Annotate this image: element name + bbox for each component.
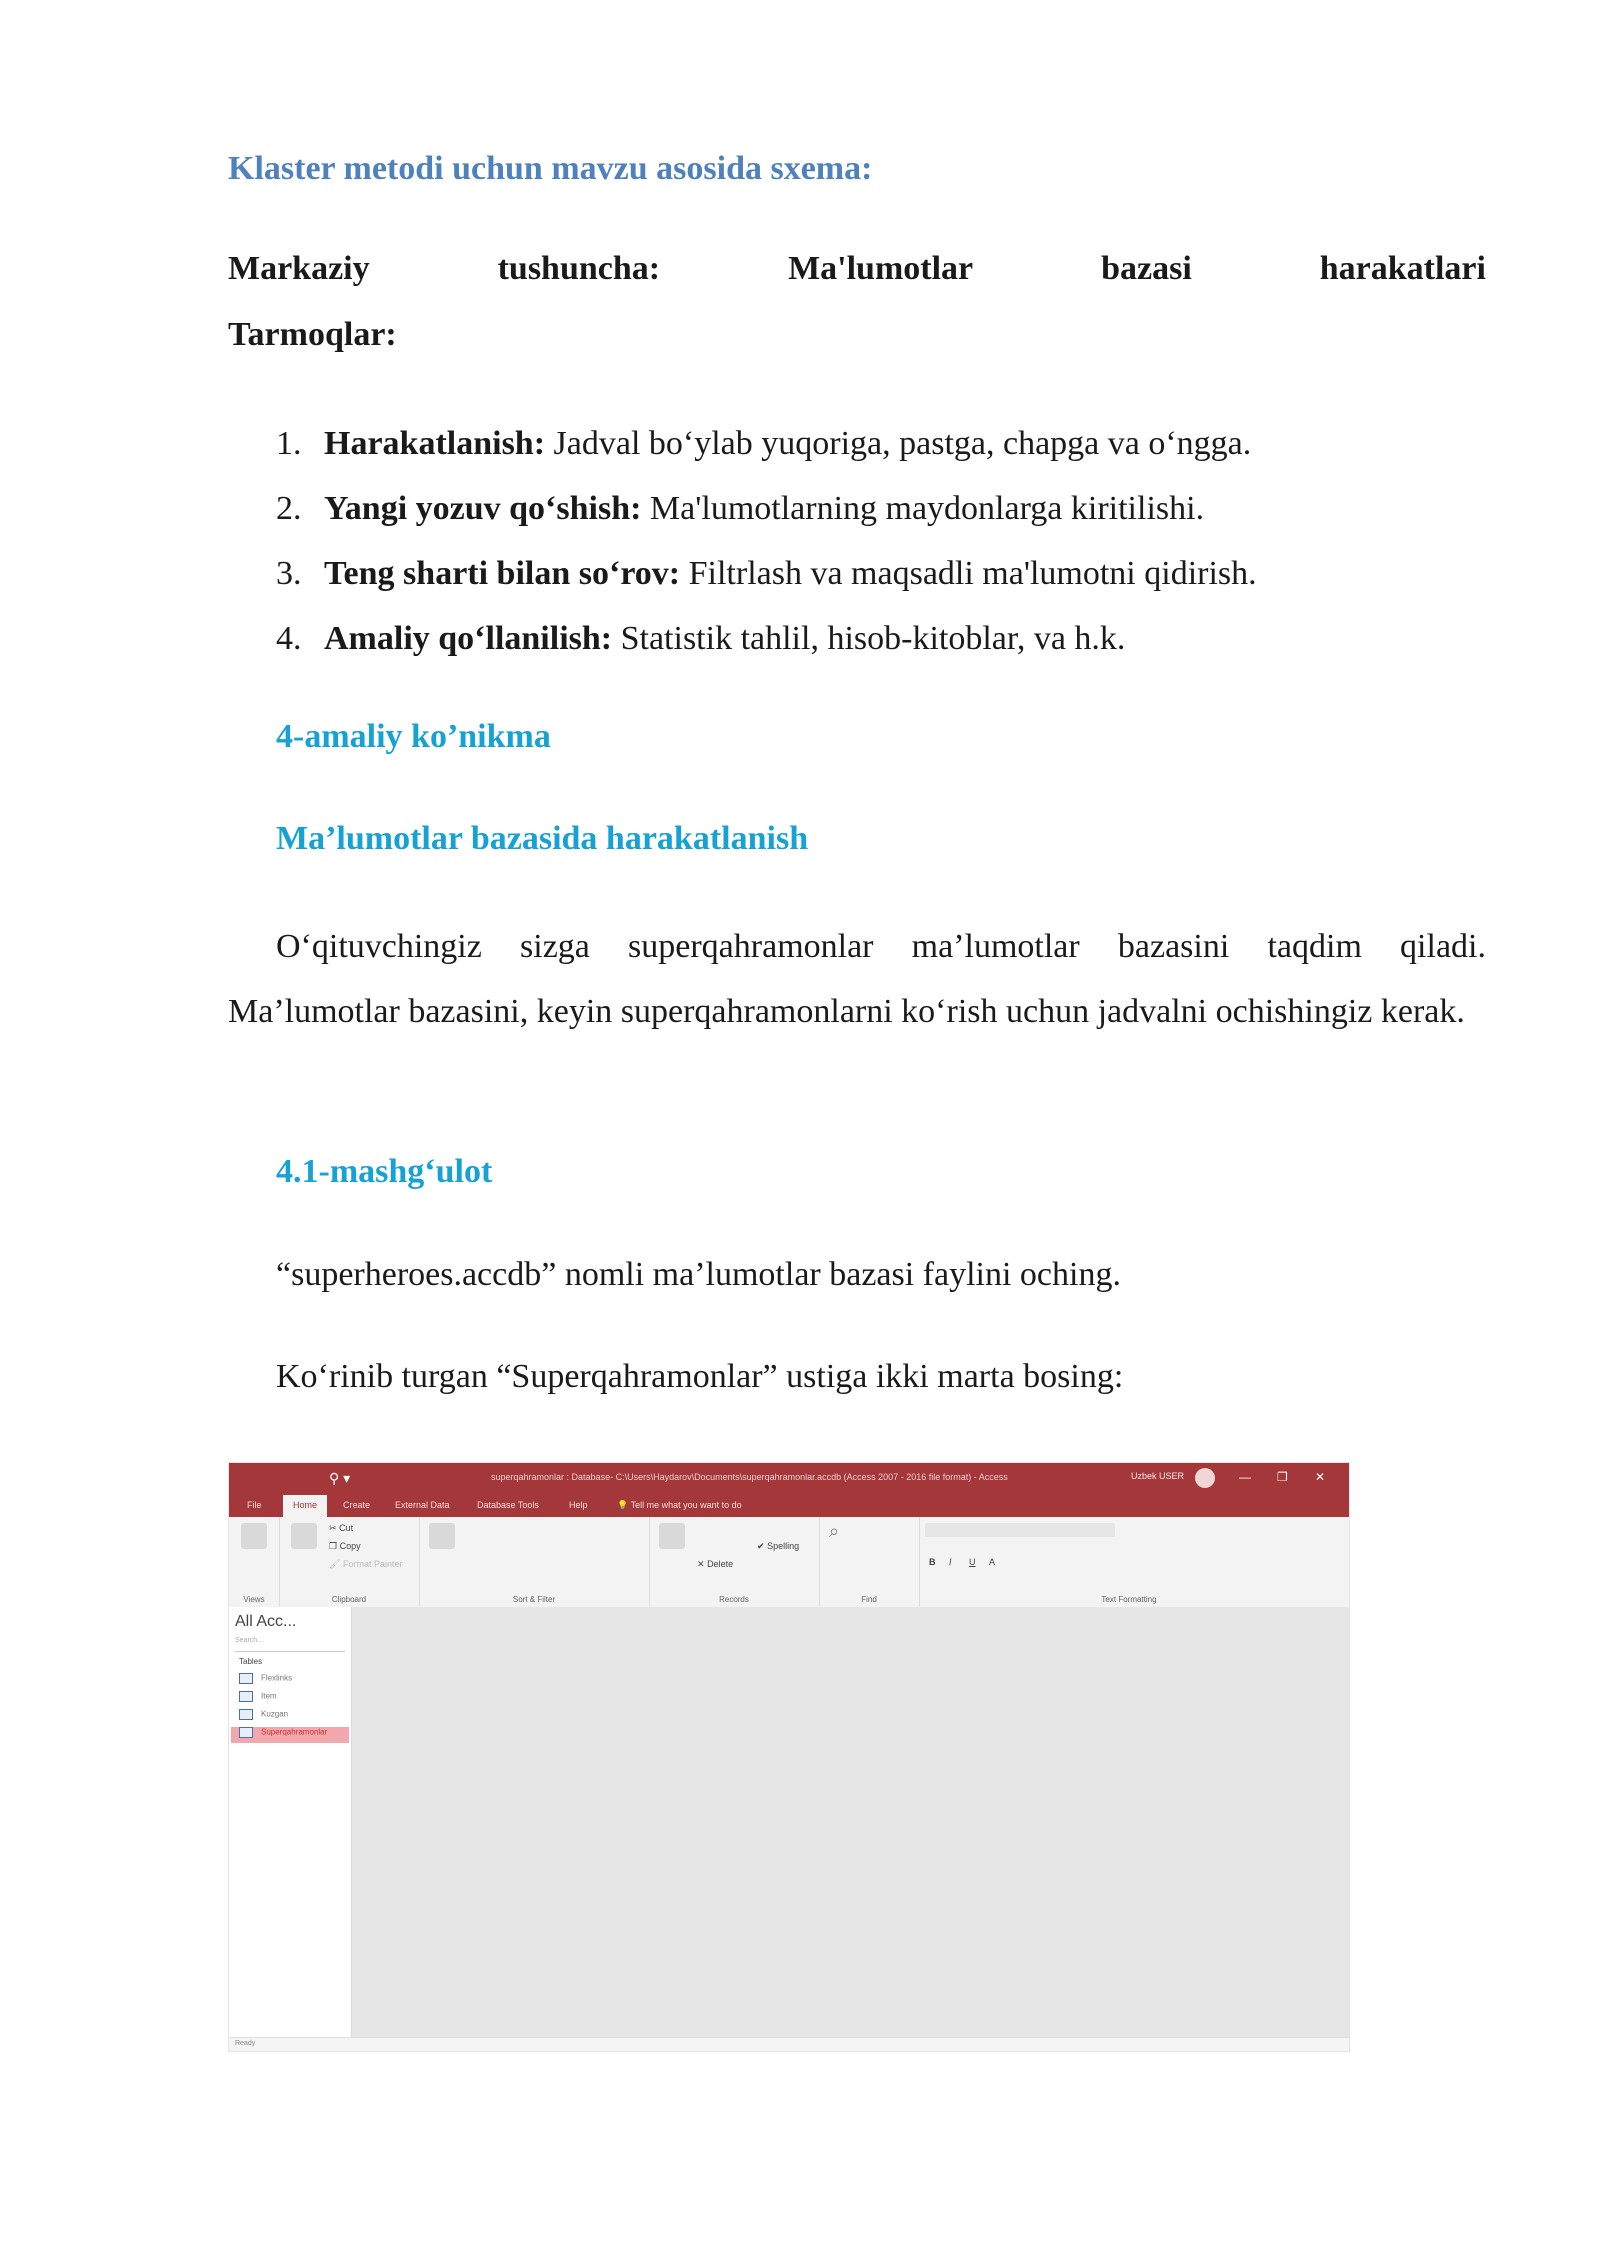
font-color-button[interactable]: A (989, 1557, 996, 1567)
scissors-icon: ✂ (329, 1523, 337, 1533)
bold-button[interactable]: B (929, 1557, 936, 1567)
tab-home[interactable]: Home (283, 1495, 327, 1517)
skill-title: 4-amaliy ko’nikma (276, 718, 551, 755)
list-item: 1. Harakatlanish: Jadval bo‘ylab yuqoriga, pastga, chapga va o‘ngga. (276, 425, 1252, 462)
central-word: tushuncha: (497, 250, 661, 287)
exercise-title: 4.1-mashg‘ulot (276, 1153, 493, 1190)
step-two: Ko‘rinib turgan “Superqahramonlar” ustiga ikki marta bosing: (276, 1358, 1124, 1395)
nav-table-item[interactable]: Item (239, 1691, 349, 1707)
cut-button[interactable]: ✂ Cut (329, 1523, 354, 1533)
tables-section[interactable]: Tables (239, 1657, 263, 1666)
status-bar: Ready (229, 2037, 1349, 2052)
navigation-pane (229, 1607, 352, 2037)
minimize-icon[interactable]: — (1239, 1470, 1251, 1484)
central-word: harakatlari (1319, 250, 1486, 287)
tab-external-data[interactable]: External Data (395, 1500, 450, 1510)
underline-button[interactable]: U (969, 1557, 976, 1567)
list-item: 3. Teng sharti bilan so‘rov: Filtrlash va maqsadli ma'lumotni qidirish. (276, 555, 1257, 592)
refresh-icon[interactable] (659, 1523, 685, 1549)
font-select[interactable] (925, 1523, 1115, 1537)
branch-list (276, 420, 1257, 680)
restore-icon[interactable]: ❐ (1277, 1470, 1288, 1484)
close-icon[interactable]: ✕ (1315, 1470, 1326, 1484)
italic-button[interactable]: I (949, 1557, 952, 1567)
workspace-area (352, 1607, 1349, 2037)
topic-title: Ma’lumotlar bazasida harakatlanish (276, 820, 809, 857)
central-concept-line (228, 250, 1486, 288)
find-group: ⌕ Find (819, 1517, 920, 1607)
tell-me-search[interactable]: 💡 Tell me what you want to do (617, 1500, 742, 1510)
central-word: Ma'lumotlar (788, 250, 974, 287)
spelling-icon: ✔ (757, 1541, 765, 1551)
spelling-button[interactable]: ✔ Spelling (757, 1541, 800, 1551)
records-group: ✔ Spelling ✕ Delete Records (649, 1517, 820, 1607)
tab-create[interactable]: Create (343, 1500, 371, 1510)
step-one: “superheroes.accdb” nomli ma’lumotlar bazasi faylini oching. (276, 1256, 1121, 1293)
list-item: 4. Amaliy qo‘llanilish: Statistik tahlil, hisob-kitoblar, va h.k. (276, 620, 1126, 657)
central-word: Markaziy (228, 250, 370, 287)
nav-header[interactable]: All Acc... (235, 1613, 297, 1630)
nav-table-item-selected[interactable]: Superqahramonlar (231, 1727, 349, 1743)
intro-paragraph: O‘qituvchingiz sizga superqahramonlar ma’lumotlar bazasini taqdim qiladi. Ma’lumotlar bazasini, keyin superqahramonlarni ko‘rish uchun jadvalni ochishingiz kerak. (228, 928, 1486, 1030)
delete-icon: ✕ (697, 1559, 705, 1569)
clipboard-group: ✂ Cut ❐ Copy 🖌 Format Painter Clipboard (279, 1517, 420, 1607)
nav-search-input[interactable]: Search... (235, 1637, 345, 1652)
lightbulb-icon: 💡 (617, 1500, 629, 1510)
ribbon-tabs (229, 1495, 1349, 1517)
user-name: Uzbek USER (1131, 1471, 1185, 1481)
nav-table-item[interactable]: Flexlinks (239, 1673, 349, 1689)
table-icon (239, 1709, 253, 1720)
window-title: superqahramonlar : Database- C:\Users\Haydarov\Documents\superqahramonlar.accdb (Access 2007 - 2016 file format) - Access (491, 1472, 1008, 1482)
paste-icon[interactable] (291, 1523, 317, 1549)
copy-icon: ❐ (329, 1541, 338, 1551)
brush-icon: 🖌 (329, 1559, 341, 1569)
nav-table-item[interactable]: Kuzgan (239, 1709, 349, 1725)
delete-button[interactable]: ✕ Delete (697, 1559, 734, 1569)
avatar[interactable] (1195, 1468, 1215, 1488)
ribbon (229, 1517, 1349, 1608)
branches-label: Tarmoqlar: (228, 316, 397, 353)
table-icon (239, 1691, 253, 1702)
access-titlebar (229, 1463, 1349, 1495)
text-formatting-group: B I U A Text Formatting (919, 1517, 1339, 1607)
access-screenshot (228, 1462, 1350, 2052)
sort-filter-group: Sort & Filter (419, 1517, 650, 1607)
table-icon (239, 1673, 253, 1684)
filter-icon[interactable] (429, 1523, 455, 1549)
tab-file[interactable]: File (247, 1500, 262, 1510)
view-icon[interactable] (241, 1523, 267, 1549)
find-icon[interactable]: ⌕ (829, 1521, 840, 1541)
views-group: Views (229, 1517, 280, 1607)
central-word: bazasi (1101, 250, 1192, 287)
copy-button[interactable]: ❐ Copy (329, 1541, 361, 1551)
quick-access-icon[interactable]: ⚲ ▾ (329, 1470, 351, 1486)
tab-database-tools[interactable]: Database Tools (477, 1500, 539, 1510)
table-icon (239, 1727, 253, 1738)
tab-help[interactable]: Help (569, 1500, 588, 1510)
cluster-heading: Klaster metodi uchun mavzu asosida sxema: (228, 150, 873, 187)
list-item: 2. Yangi yozuv qo‘shish: Ma'lumotlarning maydonlarga kiritilishi. (276, 490, 1205, 527)
format-painter-button[interactable]: 🖌 Format Painter (329, 1559, 403, 1569)
